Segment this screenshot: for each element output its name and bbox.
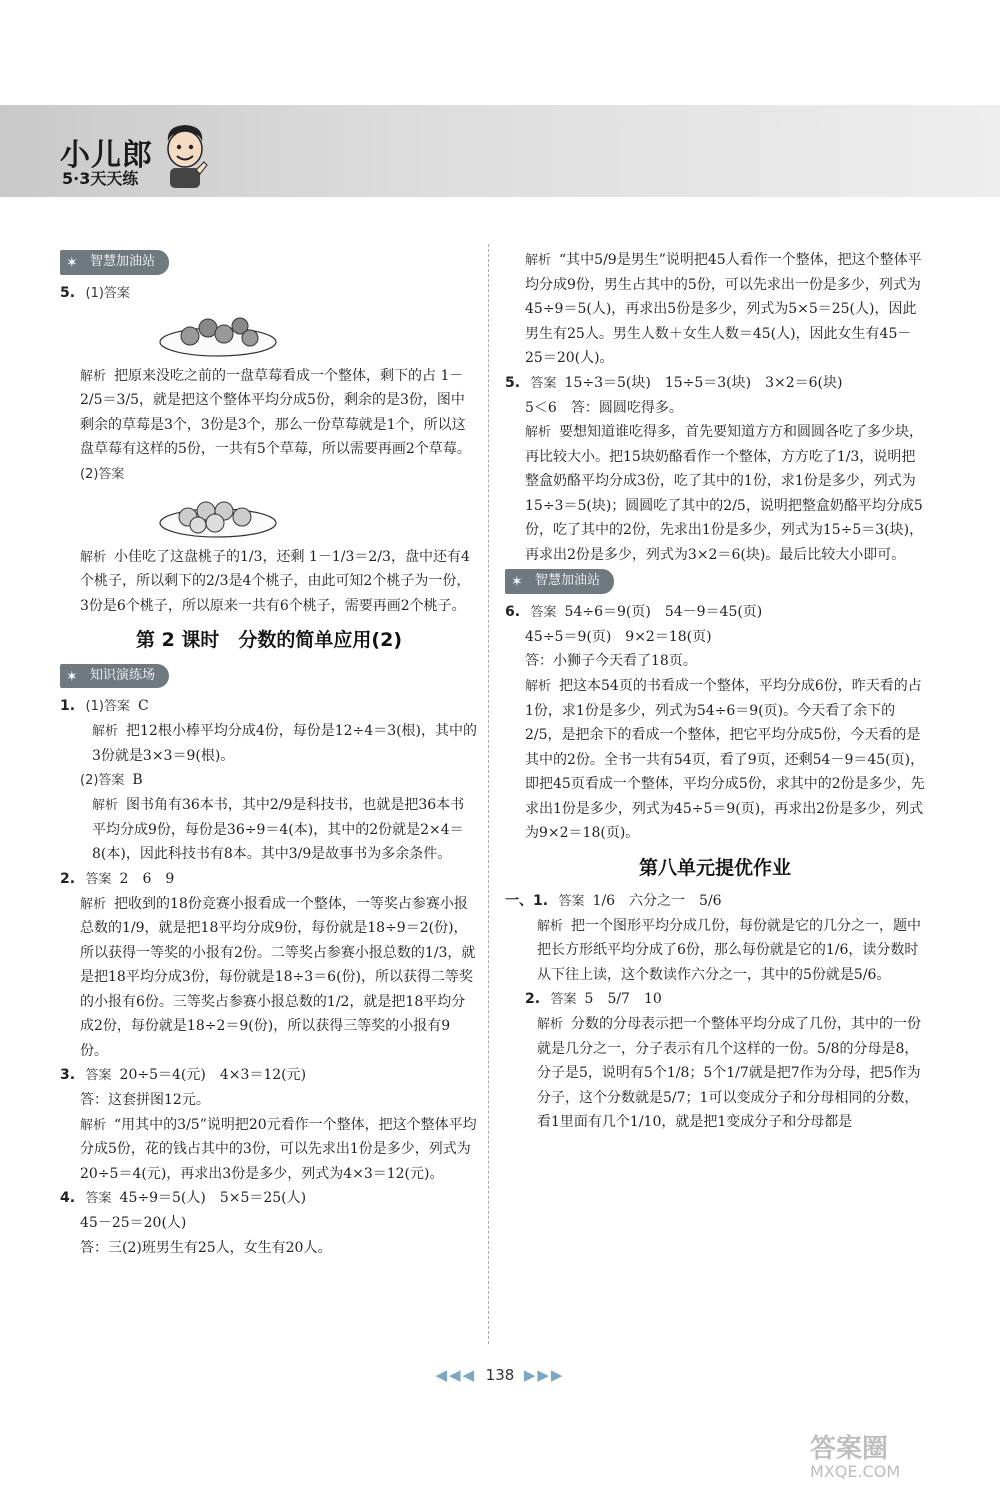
star-icon: ✶ bbox=[511, 574, 523, 591]
unit-question-1: 一、1. 答案 1/6 六分之一 5/6 bbox=[505, 892, 722, 909]
question-3-explain: 解析 “用其中的3/5”说明把20元看作一个整体，把这个整体平均分成5份，花的钱占其中的3份，可以先求出1份是多少，列式为20÷5＝4(元)，再求出3份是多少，列式为4×3＝12(元)。 bbox=[80, 1116, 477, 1182]
star-icon: ✶ bbox=[66, 668, 78, 685]
right-column bbox=[505, 248, 925, 1135]
left-column bbox=[60, 248, 478, 1260]
question-6: 6. 答案 54÷6＝9(页) 54－9＝45(页) bbox=[505, 604, 763, 620]
question-6-answer-statement: 答：小狮子今天看了18页。 bbox=[525, 653, 697, 670]
question-2: 2. 答案 2 6 9 bbox=[60, 870, 175, 887]
page-number: 138 bbox=[485, 1366, 515, 1384]
question-5-1-explain: 解析 把原来没吃之前的一盘草莓看成一个整体，剩下的占 1－2/5＝3/5，就是把这个整体平均分成5份，剩余的是3份，图中剩余的草莓是3个，3份是3个，那么一份草莓就是1个，所以这盘草莓有这样的5份，一共有5个草莓，所以需要再画2个草莓。 bbox=[80, 367, 471, 458]
question-5-right: 5. 答案 15÷3＝5(块) 15÷5＝3(块) 3×2＝6(块) bbox=[505, 374, 843, 391]
page-footer bbox=[0, 1366, 1000, 1384]
question-1-1-explain: 解析 把12根小棒平均分成4份，每份是12÷4＝3(根)，其中的3份就是3×3＝9(根)。 bbox=[92, 723, 478, 764]
watermark-logo: 答案圈 bbox=[810, 1434, 889, 1464]
section-tag-wisdom-right: ✶ 智慧加油站 bbox=[505, 569, 614, 594]
strawberry-plate-image bbox=[158, 306, 278, 358]
question-5-right-answer-statement: 5＜6 答：圆圆吃得多。 bbox=[525, 399, 683, 416]
question-6-answer-line2: 45÷5＝9(页) 9×2＝18(页) bbox=[525, 628, 712, 645]
series-title: 5·3天天练 bbox=[62, 169, 139, 188]
question-1-2: (2)答案 B bbox=[80, 772, 143, 789]
question-1-1: 1. (1)答案 C bbox=[60, 698, 149, 715]
unit-question-2-explain: 解析 分数的分母表示把一个整体平均分成了几份，其中的一份就是几分之一，分子表示有几个这样的一份。5/8的分母是8，分子是5，说明有5个1/8；5个1/7就是把7作为分母，把5作为分子，这个分数就是5/7；1可以变成分子和分母相同的分数，看1里面有几个1/10，就是把1变成分子和分母都是 bbox=[537, 1016, 922, 1131]
watermark-url: MXQE.COM bbox=[810, 1462, 901, 1481]
question-5-2-explain: 解析 小佳吃了这盘桃子的1/3，还剩 1－1/3＝2/3，盘中还有4个桃子，所以剩下的2/3是4个桃子，由此可知2个桃子为一份，3份是6个桃子，所以原来一共有6个桃子，需要再画2个桃子。 bbox=[80, 548, 471, 614]
brand-logo: 小儿郎 bbox=[60, 138, 153, 173]
column-divider bbox=[488, 244, 489, 1344]
question-5-2: (2)答案 bbox=[80, 466, 125, 482]
section-tag-wisdom: ✶ 智慧加油站 bbox=[60, 250, 169, 275]
unit-question-1-explain: 解析 把一个图形平均分成几份，每份就是它的几分之一，题中把长方形纸平均分成了6份，那么每份就是它的1/6，读分数时从下往上读，这个数读作六分之一，其中的5份就是5/6。 bbox=[537, 917, 922, 983]
peach-plate-image bbox=[158, 487, 278, 539]
question-4-answer-statement: 答：三(2)班男生有25人，女生有20人。 bbox=[80, 1239, 332, 1256]
star-icon: ✶ bbox=[66, 255, 78, 271]
question-3: 3. 答案 20÷5＝4(元) 4×3＝12(元) bbox=[60, 1067, 307, 1084]
question-5: 5. (1)答案 bbox=[60, 284, 130, 301]
section-tag-practice: ✶ 知识演练场 bbox=[60, 664, 169, 689]
mascot-boy-icon bbox=[160, 122, 210, 190]
question-4-explain: 解析 “其中5/9是男生”说明把45人看作一个整体，把这个整体平均分成9份，男生占其中的5份，可以先求出一份是多少，列式为45÷9＝5(人)，再求出5份是多少，列式为5×5＝25(人)，因此男生有25人。男生人数＋女生人数＝45(人)，因此女生有45－25＝20(人)。 bbox=[525, 252, 922, 367]
question-1-2-explain: 解析 图书角有36本书，其中2/9是科技书，也就是把36本书平均分成9份，每份是36÷9＝4(本)，其中的2份就是2×4＝8(本)，因此科技书有8本。其中3/9是故事书为多余条件。 bbox=[92, 797, 465, 863]
question-2-explain: 解析 把收到的18份竞赛小报看成一个整体，一等奖占参赛小报总数的1/9，就是把18平均分成9份，每份就是18÷9＝2(份)，所以获得一等奖的小报有2份。二等奖占参赛小报总数的1/3，就是把18平均分成3份，每份就是18÷3＝6(份)，所以获得二等奖的小报有6份。三等奖占参赛小报总数的1/2，就是把18平均分成2份，每份就是18÷2＝9(份)，所以获得三等奖的小报有9份。 bbox=[80, 895, 476, 1059]
question-6-explain: 解析 把这本54页的书看成一个整体，平均分成6份，昨天看的占1份，求1份是多少，列式为54÷6＝9(页)。今天看了余下的2/5，是把余下的看成一个整体，把它平均分成5份，今天看的是其中的2份。全书一共有54页，看了9页，还剩54－9＝45(页)，即把45页看成一个整体，平均分成5份，求其中的2份是多少，先求出1份是多少，列式为45÷5＝9(页)，再求出2份是多少，列式为9×2＝18(页)。 bbox=[525, 677, 925, 841]
question-4-answer-line2: 45－25＝20(人) bbox=[80, 1215, 187, 1231]
question-4: 4. 答案 45÷9＝5(人) 5×5＝25(人) bbox=[60, 1190, 307, 1207]
unit-title: 第八单元提优作业 bbox=[638, 856, 791, 879]
question-3-answer-statement: 答：这套拼图12元。 bbox=[80, 1092, 210, 1108]
next-arrows-icon: ▶▶▶ bbox=[523, 1366, 565, 1384]
lesson-title: 第 2 课时 分数的简单应用(2) bbox=[135, 629, 403, 652]
question-5-right-explain: 解析 要想知道谁吃得多，首先要知道方方和圆圆各吃了多少块，再比较大小。把15块奶酪看作一个整体，方方吃了1/3，说明把整盒奶酪平均分成3份，吃了其中的1份，求1份是多少，列式为15÷3＝5(块)；圆圆吃了其中的2/5，说明把整盒奶酪平均分成5份，吃了其中的2份，先求出1份是多少，列式为15÷5＝3(块)，再求出2份是多少，列式为3×2＝6(块)。最后比较大小即可。 bbox=[525, 424, 924, 563]
unit-question-2: 2. 答案 5 5/7 10 bbox=[525, 991, 662, 1008]
prev-arrows-icon: ◀◀◀ bbox=[435, 1366, 477, 1384]
